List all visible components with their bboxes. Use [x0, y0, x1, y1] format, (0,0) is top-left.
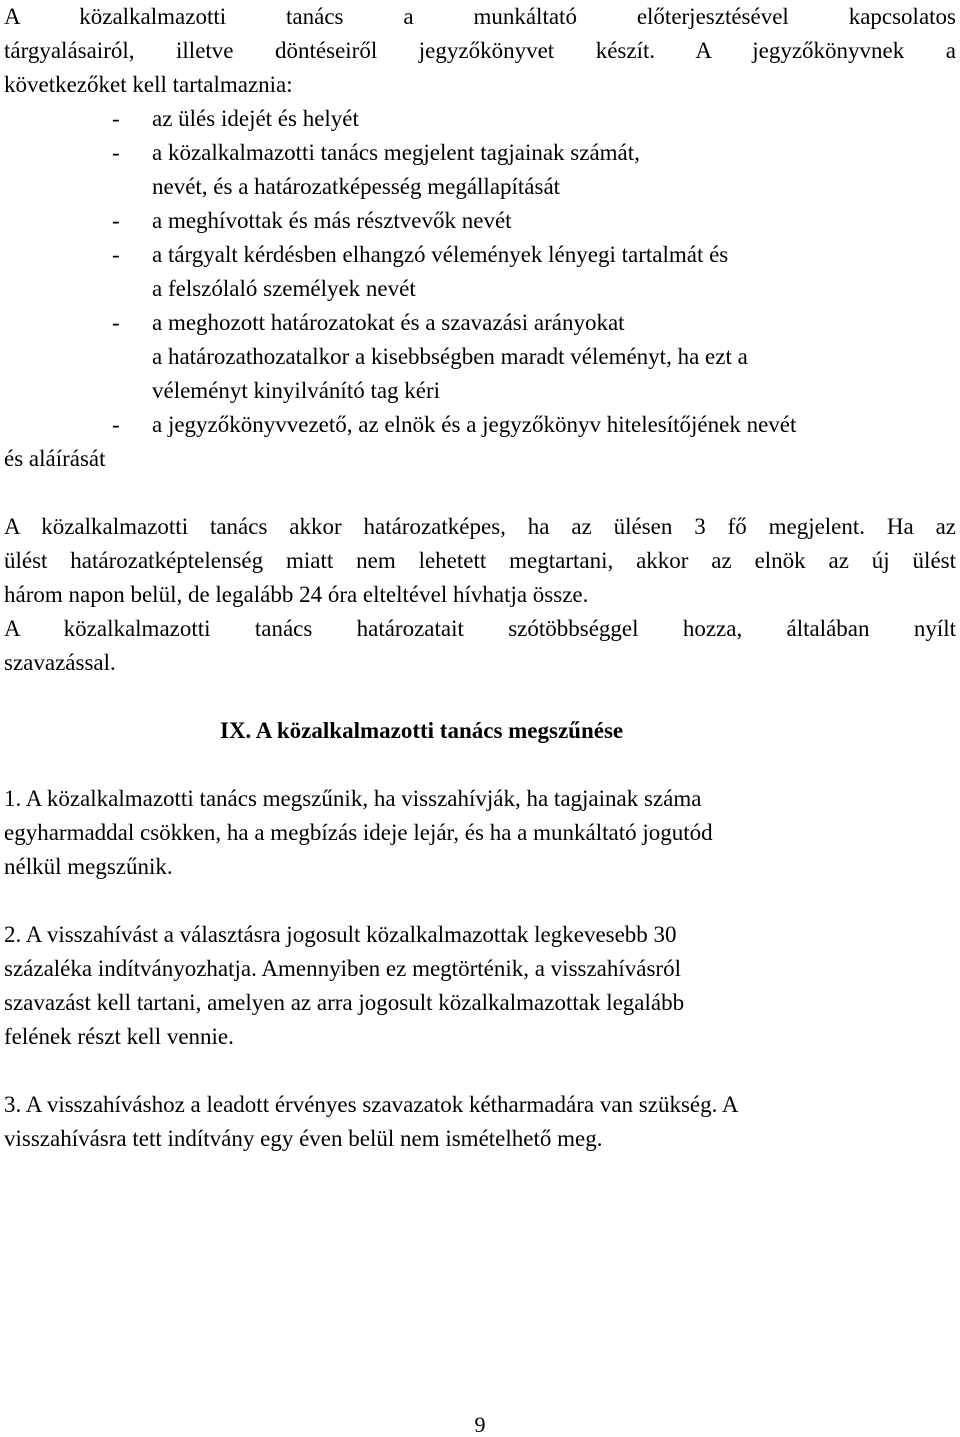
point-2-line-1: 2. A visszahívást a választásra jogosult közalkalmazottak legkevesebb 30 — [4, 922, 677, 947]
spacer — [4, 680, 956, 714]
list-dash: - — [112, 140, 120, 165]
list-item-continuation: és aláírását — [4, 446, 106, 471]
point-1-line-1: 1. A közalkalmazotti tanács megszűnik, ha visszahívják, ha tagjainak száma — [4, 786, 702, 811]
quorum-line-5: szavazással. — [4, 650, 116, 675]
list-item — [4, 306, 956, 340]
list-item — [4, 238, 956, 272]
point-3-line-2: visszahívásra tett indítvány egy éven belül nem ismételhető meg. — [4, 1126, 603, 1151]
requirements-list — [4, 102, 956, 476]
list-item-text: a tárgyalt kérdésben elhangzó vélemények lényegi tartalmát és — [152, 242, 729, 267]
list-item-text: az ülés idejét és helyét — [152, 106, 359, 131]
point-3-paragraph — [4, 1088, 956, 1156]
page-number: 9 — [474, 1412, 486, 1437]
intro-line-1: A közalkalmazotti tanács a munkáltató előterjesztésével kapcsolatos — [4, 4, 956, 29]
list-item-continuation: véleményt kinyilvánító tag kéri — [152, 378, 441, 403]
quorum-line-4: A közalkalmazotti tanács határozatait szótöbbséggel hozza, általában nyílt — [4, 616, 956, 641]
intro-line-3: következőket kell tartalmaznia: — [4, 72, 293, 97]
list-dash: - — [112, 242, 120, 267]
document-page — [4, 0, 956, 1156]
list-item — [4, 102, 956, 136]
list-item-continuation: nevét, és a határozatképesség megállapítását — [152, 174, 561, 199]
point-2-line-3: szavazást kell tartani, amelyen az arra jogosult közalkalmazottak legalább — [4, 990, 685, 1015]
point-1-paragraph — [4, 782, 956, 884]
quorum-line-3: három napon belül, de legalább 24 óra elteltével hívhatja össze. — [4, 582, 589, 607]
list-item — [4, 136, 956, 170]
list-dash: - — [112, 310, 120, 335]
spacer — [4, 748, 956, 782]
list-item-text: a jegyzőkönyvvezető, az elnök és a jegyzőkönyv hitelesítőjének nevét — [152, 412, 797, 437]
list-item — [4, 204, 956, 238]
list-item — [4, 408, 956, 442]
point-2-paragraph — [4, 918, 956, 1054]
point-1-line-2: egyharmaddal csökken, ha a megbízás ideje lejár, és ha a munkáltató jogutód — [4, 820, 713, 845]
quorum-line-2: ülést határozatképtelenség miatt nem lehetett megtartani, akkor az elnök az új ülést — [4, 548, 956, 573]
list-item-text: a meghozott határozatokat és a szavazási arányokat — [152, 310, 625, 335]
quorum-paragraph — [4, 510, 956, 680]
section-heading: IX. A közalkalmazotti tanács megszűnése — [220, 718, 624, 743]
spacer — [4, 1054, 956, 1088]
intro-paragraph — [4, 0, 956, 102]
point-3-line-1: 3. A visszahíváshoz a leadott érvényes szavazatok kétharmadára van szükség. A — [4, 1092, 739, 1117]
point-2-line-2: százaléka indítványozhatja. Amennyiben ez megtörténik, a visszahívásról — [4, 956, 681, 981]
quorum-line-1: A közalkalmazotti tanács akkor határozatképes, ha az ülésen 3 fő megjelent. Ha az — [4, 514, 956, 539]
point-1-line-3: nélkül megszűnik. — [4, 854, 173, 879]
list-item-continuation: a felszólaló személyek nevét — [152, 276, 416, 301]
spacer — [4, 476, 956, 510]
list-dash: - — [112, 106, 120, 131]
list-dash: - — [112, 208, 120, 233]
point-2-line-4: felének részt kell vennie. — [4, 1024, 234, 1049]
list-item-text: a meghívottak és más résztvevők nevét — [152, 208, 512, 233]
list-dash: - — [112, 412, 120, 437]
spacer — [4, 884, 956, 918]
intro-line-2: tárgyalásairól, illetve döntéseiről jegyzőkönyvet készít. A jegyzőkönyvnek a — [4, 38, 956, 63]
list-item-text: a közalkalmazotti tanács megjelent tagjainak számát, — [152, 140, 640, 165]
list-item-continuation: a határozathozatalkor a kisebbségben maradt véleményt, ha ezt a — [152, 344, 748, 369]
